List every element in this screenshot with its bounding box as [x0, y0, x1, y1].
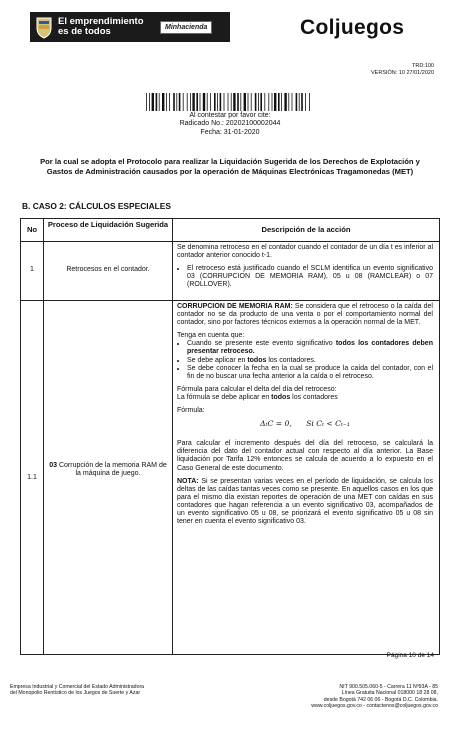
footer-left-line2: del Monopolio Rentístico de los Juegos de Suerte y Azar [10, 690, 141, 697]
footer-right-line3: desde Bogotá 742 06 06 - Bogotá D.C. Colombia. [323, 696, 438, 703]
footer-right-line1: NIT 900.505.060-5 - Carrera 11 Nº93A - 85 [339, 684, 438, 690]
row2-bullet-1 [187, 340, 433, 356]
footer-right-line2: Línea Gratuita Nacional 018000 18 28 08, [341, 690, 438, 697]
barcode-icon [146, 93, 314, 111]
row2-calc: Para calcular el incremento después del día del retroceso, se calculará la diferencia del dato del contador actual con respecto al día anterior. La Base liquidación por Tarifa 12% entonces se calcula de acuerdo a lo expuesto en el Caso General de este documento. [177, 440, 433, 472]
footer-left [10, 684, 190, 697]
row2-proceso-text: Corrupción de la memoria RAM de la máquina de juego. [57, 462, 167, 478]
footer-left-line1: Empresa Industrial y Comercial del Estado Administradora [10, 684, 145, 690]
row1-bullet: • El retroceso está justificado cuando el SCLM identifica un evento significativo 03 (CORRUPCION DE MEMORIA RAM), 05 u 08 (RAMCLEAR) o 07 (ROLLOVER). [187, 265, 433, 289]
row2-bullet-3: • Se debe conocer la fecha en la cual se produce la caída del contador, con el fin de no buscar una fecha anterior a la caída o el retroceso. [187, 365, 433, 381]
trd-block [371, 63, 434, 77]
footer-right [238, 684, 438, 710]
row2-formula-bold: todos [271, 393, 291, 401]
radicado-date: Fecha: 31-01-2020 [200, 128, 260, 136]
row2-b2-bold: todos [247, 356, 267, 364]
row2-nota-text: Si se presentan varias veces en el período de liquidación, se calcula los deltas de las caídas tantas veces como se presente. En aquellos casos en los que para el mismo día existan reportes de operación de una MET con caídas en sus contadores que hagan referencia a un evento significativo 03, acompañados de un evento significativo 05 u 08, se priorizará el evento significativo 05 u 08 sin tener en cuenta el evento significativo 03. [177, 477, 433, 526]
row1-proceso: Retrocesos en el contador. [66, 266, 150, 273]
footer-right-line4: www.coljuegos.gov.co - contactenos@coljuegos.gov.co [311, 703, 438, 710]
radicado-cite: Al contestar por favor cite: [189, 112, 271, 119]
gov-slogan [58, 17, 156, 37]
row2-formula-pre: La fórmula se debe aplicar en [177, 393, 272, 401]
row2-bullet-2 [187, 357, 433, 365]
table-divider [21, 241, 439, 242]
row1-desc-text: Se denomina retroceso en el contador cuando el contador de un día t es inferior al contador anterior conocido t-1. [177, 244, 433, 260]
calculations-table [20, 218, 440, 655]
header-no: No [26, 225, 38, 234]
row2-nota-label: NOTA: [177, 477, 199, 485]
coljuegos-logo: Coljuegos [300, 16, 405, 39]
header-proceso: Proceso de Liquidación Sugerida [47, 220, 169, 229]
row2-formula-label: Fórmula: [177, 407, 205, 415]
government-banner [30, 12, 230, 42]
table-divider [21, 300, 439, 301]
row2-intro [177, 303, 433, 327]
row2-intro-text: Se considera que el retroceso o la caída del contador no se da producto de una venta o por el comportamiento normal del contador, sino por factores técnicos externos a la operación normal de la MET. [177, 303, 433, 327]
trd-code: TRD:100 [411, 63, 434, 69]
row2-nota [177, 478, 433, 527]
radicado-block [140, 112, 320, 137]
row1-bullets [177, 265, 433, 289]
coat-of-arms-icon [34, 15, 54, 39]
radicado-number: Radicado No.: 20202100002044 [179, 120, 281, 128]
table-divider [43, 219, 44, 654]
section-heading: B. CASO 2: CÁLCULOS ESPECIALES [22, 201, 171, 211]
row2-tenga: Tenga en cuenta que: [177, 332, 245, 340]
row2-proceso-code: 03 [49, 462, 58, 469]
row2-formula-intro: Fórmula para calcular el delta del día del retroceso: [177, 385, 337, 393]
row1-description [177, 244, 433, 289]
row2-formula-post: los contadores [290, 393, 338, 401]
row1-number: 1 [30, 266, 34, 273]
row2-formula-line [177, 394, 433, 402]
row2-b2-post: los contadores. [266, 356, 316, 364]
row2-bullets [177, 340, 433, 380]
row2-b2-text: Se debe aplicar en [187, 356, 248, 364]
ministry-logo: Minhacienda [160, 21, 212, 34]
header-descripcion: Descripción de la acción [261, 225, 351, 234]
row2-b1-text: Cuando se presente este evento significativo [187, 340, 336, 348]
row2-formula: ΔₜC = 0, Si Cₜ < Cₜ₋₁ [260, 419, 350, 429]
table-divider [172, 219, 173, 654]
trd-version: VERSIÓN: 10 27/01/2020 [371, 70, 434, 76]
row2-intro-label: CORRUPCION DE MEMORIA RAM: [177, 303, 293, 310]
row2-description [177, 303, 433, 531]
row2-number: 1.1 [27, 474, 37, 481]
row2-b1-bold: todos los contadores deben presentar retroceso. [187, 340, 433, 356]
page-number: Página 10 de 14 [386, 652, 434, 659]
document-title: Por la cual se adopta el Protocolo para realizar la Liquidación Sugerida de los Derechos de Explotación y Gastos de Administración causados por la operación de Máquinas Electrónicas Tragamonedas (MET) [40, 157, 420, 176]
gov-slogan-line2: es de todos [58, 26, 111, 37]
gov-slogan-line1: El emprendimiento [58, 16, 144, 27]
row2-proceso [47, 462, 169, 478]
